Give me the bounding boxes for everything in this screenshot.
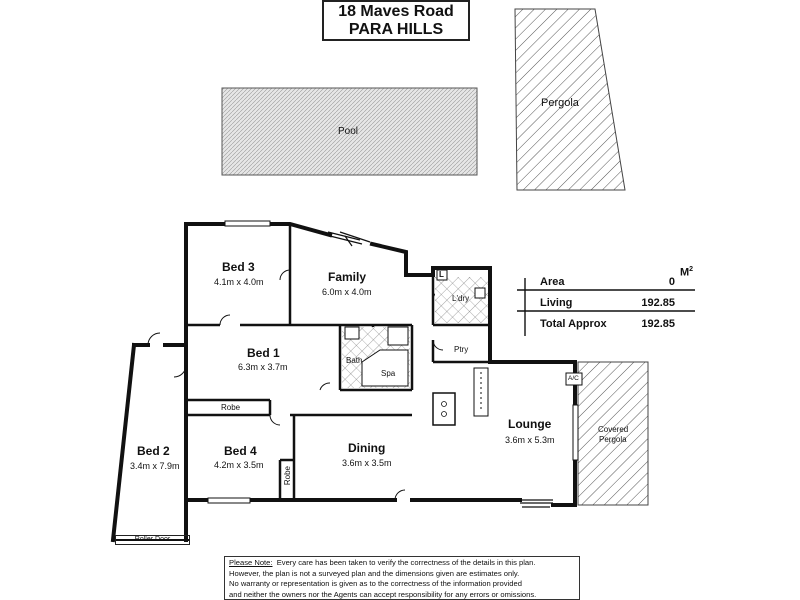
area-row-label: Total Approx — [540, 318, 607, 330]
bed2-name: Bed 2 — [137, 444, 170, 458]
family-name: Family — [328, 270, 367, 284]
area-unit: $M^2$ — [680, 266, 694, 279]
area-row — [515, 293, 695, 314]
bed3-name: Bed 3 — [222, 260, 255, 274]
lounge-name: Lounge — [508, 417, 552, 431]
area-row-value: 0 — [668, 276, 675, 288]
area-row — [515, 272, 695, 293]
dining-size: 3.6m x 3.5m — [342, 458, 392, 468]
laundry-name: L'dry — [452, 294, 470, 303]
covered-pergola-label-2: Pergola — [599, 435, 627, 444]
note-line: However, the plan is not a surveyed plan and the dimensions given are estimates only. — [229, 568, 520, 578]
area-row-value: 192.85 — [641, 318, 675, 330]
bath-name: Bath — [346, 356, 363, 365]
bed1-size: 6.3m x 3.7m — [238, 362, 288, 372]
bed4-name: Bed 4 — [224, 444, 257, 458]
disclaimer-note — [224, 556, 580, 600]
address-line: 18 Maves Road — [338, 3, 454, 20]
area-row-label: Living — [540, 297, 573, 309]
covered-pergola-label-1: Covered — [598, 425, 629, 434]
roller-door-label: Roller Door — [115, 535, 190, 545]
ac-name: A/C — [568, 375, 579, 382]
robe1-name: Robe — [221, 403, 241, 412]
bed2-size: 3.4m x 7.9m — [130, 461, 180, 471]
pergola-label: Pergola — [541, 97, 579, 109]
bed4-size: 4.2m x 3.5m — [214, 460, 264, 470]
robe2-name: Robe — [283, 466, 292, 486]
address-title — [322, 0, 470, 41]
note-line: No warranty or representation is given as to the correctness of the information provided — [229, 579, 522, 589]
bed3-size: 4.1m x 4.0m — [214, 277, 264, 287]
dining-name: Dining — [348, 441, 386, 455]
kitchen-island — [433, 393, 455, 425]
bed1-name: Bed 1 — [247, 346, 280, 360]
lounge-size: 3.6m x 5.3m — [505, 435, 555, 445]
note-heading: Please Note: — [229, 558, 273, 567]
area-table — [515, 272, 695, 335]
family-size: 6.0m x 4.0m — [322, 287, 372, 297]
note-line: Every care has been taken to verify the correctness of the details in this plan. — [276, 558, 536, 567]
area-row — [515, 314, 695, 335]
pantry-name: Ptry — [454, 345, 469, 354]
area-row-label: Area — [540, 276, 565, 288]
suburb-line: PARA HILLS — [348, 21, 444, 38]
laundry-tag: L — [439, 270, 444, 279]
spa-name: Spa — [381, 369, 396, 378]
area-row-value: 192.85 — [641, 297, 675, 309]
pool-label: Pool — [338, 126, 359, 137]
note-line: and neither the owners nor the Agents can accept responsibility for any errors or omissions. — [229, 589, 537, 599]
